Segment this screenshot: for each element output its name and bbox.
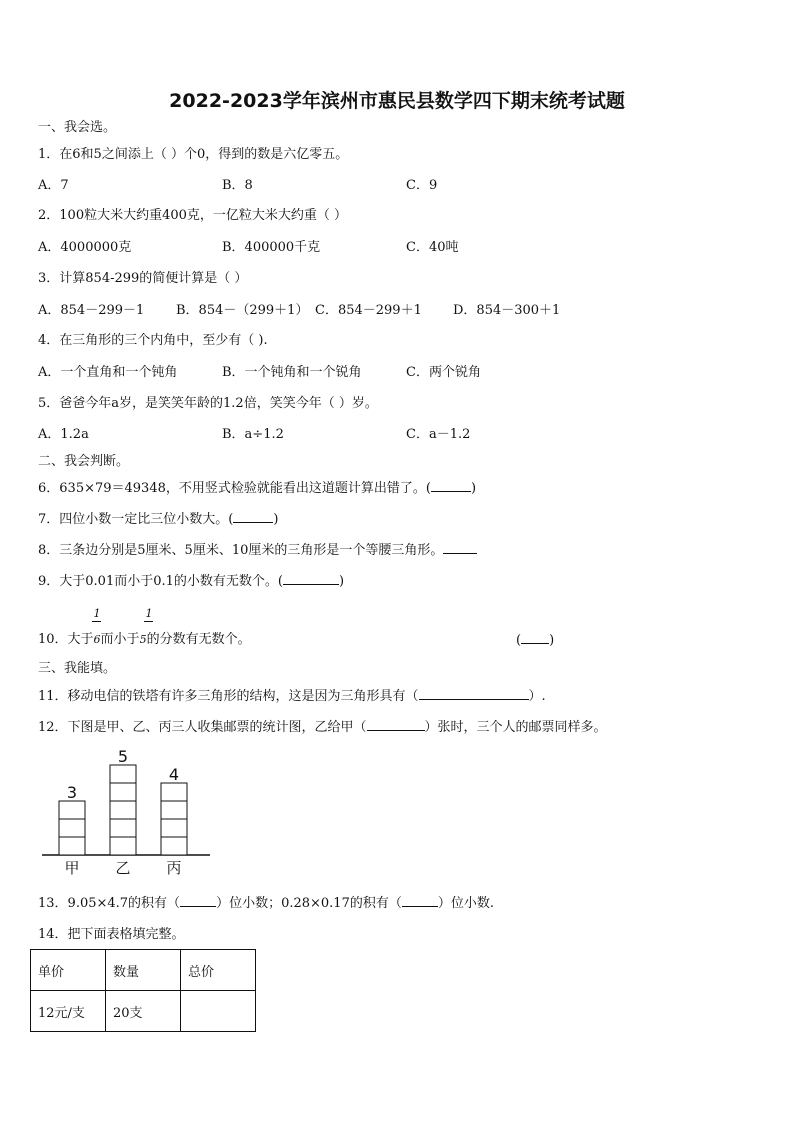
q11-answer-blank[interactable]: [419, 687, 529, 700]
q5-option-a: A．1.2a: [38, 427, 89, 442]
q13-text-1: 13．9.05×4.7的积有（: [38, 896, 181, 911]
chart-bar-cell: [110, 765, 136, 783]
q8-text: 8．三条边分别是5厘米、5厘米、10厘米的三角形是一个等腰三角形。: [38, 543, 444, 558]
chart-value-label: 5: [117, 747, 129, 766]
stamp-count-chart: [38, 745, 218, 880]
question-11: [38, 687, 546, 706]
table-header-cell: 数量: [106, 950, 181, 991]
chart-bar-cell: [110, 837, 136, 855]
q7-text: 7．四位小数一定比三位小数大。(: [38, 512, 234, 527]
q3-option-d: D．854－300＋1: [453, 303, 561, 318]
question-7: [38, 510, 278, 529]
q10-fraction-1-numerator: 1: [93, 607, 101, 620]
section-heading-2: 二、我会判断。: [38, 454, 130, 469]
q10-text-3: 的分数有无数个。: [146, 632, 251, 647]
chart-bar-cell: [161, 783, 187, 801]
table-row: [31, 991, 256, 1032]
table-cell-total-input[interactable]: [181, 991, 256, 1032]
q10-fraction-2-bar: [144, 621, 153, 622]
q9-close: ): [338, 574, 345, 589]
q11-text: 11．移动电信的铁塔有许多三角形的结构，这是因为三角形具有（: [38, 689, 419, 704]
chart-bar-cell: [59, 837, 85, 855]
q13-text-3: ）位小数.: [437, 896, 494, 911]
table-header-cell: 总价: [181, 950, 256, 991]
question-5: 5．爸爸今年a岁，是笑笑年龄的1.2倍，笑笑今年（ ）岁。: [38, 396, 378, 411]
q11-close: ）.: [528, 689, 546, 704]
chart-category-label: 乙: [115, 859, 131, 877]
q4-option-a: A．一个直角和一个钝角: [38, 365, 178, 380]
q1-option-c: C．9: [406, 178, 438, 193]
q10-text-1: 10．大于: [38, 632, 94, 647]
chart-bar-cell: [59, 801, 85, 819]
q12-text-2: ）张时，三个人的邮票同样多。: [424, 720, 607, 735]
question-6: [38, 479, 476, 498]
question-10: [38, 631, 251, 649]
chart-bar-cell: [110, 801, 136, 819]
q10-answer: [516, 631, 554, 650]
q10-fraction-1-bar: [92, 621, 101, 622]
chart-value-label: 3: [66, 783, 78, 802]
q10-answer-blank[interactable]: [521, 631, 549, 644]
q1-option-a: A．7: [38, 178, 69, 193]
q10-close: ): [549, 633, 555, 648]
question-8: [38, 541, 477, 560]
question-1: 1．在6和5之间添上（ ）个0，得到的数是六亿零五。: [38, 147, 349, 162]
question-12: [38, 718, 607, 737]
chart-bar-cell: [59, 819, 85, 837]
q7-close: ): [273, 512, 279, 527]
question-14: 14．把下面表格填完整。: [38, 927, 185, 942]
chart-bar-cell: [161, 801, 187, 819]
q13-text-2: ）位小数；0.28×0.17的积有（: [216, 896, 402, 911]
q6-close: ): [470, 481, 477, 496]
chart-bar-cell: [110, 819, 136, 837]
q5-option-b: B．a÷1.2: [222, 427, 284, 442]
q8-answer-blank[interactable]: [443, 541, 477, 554]
q3-option-b: B．854－（299＋1）: [176, 303, 309, 318]
q9-text: 9．大于0.01而小于0.1的小数有无数个。(: [38, 574, 283, 589]
q13-answer-blank-2[interactable]: [402, 894, 438, 907]
q6-text: 6．635×79＝49348，不用竖式检验就能看出这道题计算出错了。(: [38, 481, 431, 496]
q2-option-c: C．40吨: [406, 240, 459, 255]
price-table: [30, 949, 256, 1032]
q12-answer-blank[interactable]: [367, 718, 425, 731]
q6-answer-blank[interactable]: [431, 479, 471, 492]
q3-option-c: C．854－299＋1: [315, 303, 422, 318]
q10-fraction-1-denominator: 6: [93, 633, 101, 646]
q10-fraction-2-numerator: 1: [145, 607, 153, 620]
q13-answer-blank-1[interactable]: [180, 894, 216, 907]
chart-category-label: 丙: [166, 859, 182, 877]
section-heading-1: 一、我会选。: [38, 120, 117, 135]
question-13: [38, 894, 494, 913]
table-header-row: [31, 950, 256, 991]
question-3: 3．计算854-299的简便计算是（ ）: [38, 271, 248, 286]
question-4: 4．在三角形的三个内角中，至少有（ ).: [38, 333, 268, 348]
chart-bar-cell: [161, 819, 187, 837]
chart-bar-cell: [110, 783, 136, 801]
q10-text-2: 而小于: [100, 632, 140, 647]
table-cell: 20支: [106, 991, 181, 1032]
q12-text: 12．下图是甲、乙、丙三人收集邮票的统计图，乙给甲（: [38, 720, 367, 735]
table-cell: 12元/支: [31, 991, 106, 1032]
chart-category-label: 甲: [64, 859, 80, 877]
question-2: 2．100粒大米大约重400克，一亿粒大米大约重（ ）: [38, 208, 348, 223]
q10-fraction-2-denominator: 5: [139, 633, 147, 646]
q7-answer-blank[interactable]: [233, 510, 273, 523]
q4-option-b: B．一个钝角和一个锐角: [222, 365, 362, 380]
q10-open: (: [516, 633, 522, 648]
q4-option-c: C．两个锐角: [406, 365, 481, 380]
q9-answer-blank[interactable]: [283, 572, 339, 585]
q2-option-a: A．4000000克: [38, 240, 132, 255]
section-heading-3: 三、我能填。: [38, 661, 117, 676]
page-title: 2022-2023学年滨州市惠民县数学四下期末统考试题: [169, 90, 625, 112]
q2-option-b: B．400000千克: [222, 240, 321, 255]
chart-bar-cell: [161, 837, 187, 855]
table-header-cell: 单价: [31, 950, 106, 991]
q3-option-a: A．854－299－1: [38, 303, 145, 318]
q5-option-c: C．a－1.2: [406, 427, 471, 442]
chart-value-label: 4: [168, 765, 180, 784]
question-9: [38, 572, 344, 591]
q1-option-b: B．8: [222, 178, 253, 193]
